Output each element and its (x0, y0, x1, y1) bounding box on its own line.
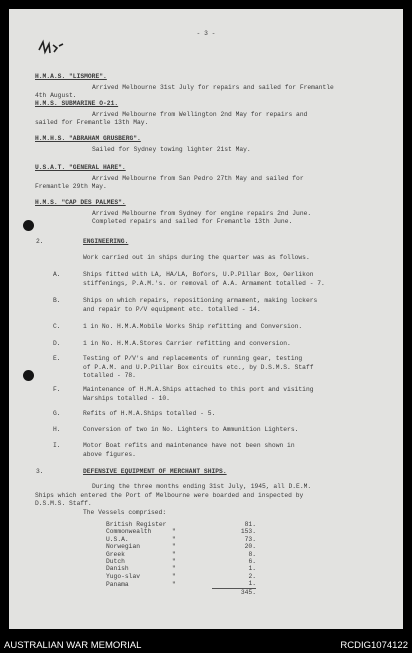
ship-text: Arrived Melbourne 31st July for repairs and sailed for Fremantle (92, 83, 334, 91)
table-row: Commonwealth " 153. (106, 528, 256, 536)
total-row (106, 588, 256, 596)
vessels-total: 345. (212, 588, 256, 596)
item-letter: G. (53, 410, 61, 417)
item-text: Conversion of two in No. Lighters to Ammunition Lighters. (83, 426, 299, 433)
table-row: Yugo-slav " 2. (106, 572, 256, 580)
item-text: 1 in No. H.M.A.Stores Carrier refitting and conversion. (83, 340, 291, 347)
ship-cap-des-palmes (35, 199, 395, 227)
item-letter: A. (53, 271, 61, 278)
ship-text: Fremantle 29th May. (35, 183, 107, 191)
punch-hole (23, 220, 34, 231)
item-letter: H. (53, 426, 61, 433)
table-row: Greek " 8. (106, 550, 256, 558)
ship-submarine (35, 100, 395, 128)
section-number: 3. (36, 468, 44, 475)
handwritten-mark (35, 36, 67, 58)
document-page (9, 9, 403, 629)
section-title: DEFENSIVE EQUIPMENT OF MERCHANT SHIPS. (83, 468, 227, 475)
section-intro: Work carried out in ships during the quarter was as follows. (83, 254, 310, 261)
ship-text: Arrived Melbourne from San Pedro 27th May and sailed for (92, 174, 304, 182)
table-row: U.S.A. " 73. (106, 535, 256, 543)
ship-name: H.M.H.S. "ABRAHAM GRUSBERG". (35, 135, 141, 142)
ship-name: U.S.A.T. "GENERAL HARE". (35, 164, 126, 171)
footer-left: AUSTRALIAN WAR MEMORIAL (4, 640, 142, 651)
table-row: Dutch " 6. (106, 558, 256, 566)
ship-text: 4th August. (35, 92, 77, 100)
ship-name: H.M.A.S. "LISMORE". (35, 73, 107, 80)
ship-text: Arrived Melbourne from Wellington 2nd May for repairs and (92, 110, 308, 118)
table-row: Panama " 1. (106, 580, 256, 588)
item-letter: C. (53, 323, 61, 330)
item-text: 1 in No. H.M.A.Mobile Works Ship refitting and Conversion. (83, 323, 303, 330)
ship-general-hare (35, 164, 395, 192)
page-number: - 3 - (196, 30, 216, 37)
ship-text: Completed repairs and sailed for Fremantle 13th June. (92, 218, 293, 226)
item-letter: B. (53, 297, 61, 304)
table-row: Norwegian " 20. (106, 543, 256, 551)
ship-grusberg (35, 135, 395, 154)
item-letter: F. (53, 386, 61, 393)
item-text: Testing of P/V's and replacements of running gear, testing of P.A.M. and U.P.Pillar Box circuits etc., by D.S.M.S. Staff totalled - 78. (83, 355, 314, 380)
item-text: Ships fitted with LA, HA/LA, Bofors, U.P.Pillar Box, Oerlikon stiffenings, P.A.M.'s. or removal of A.A. Armament totalled - 7. (83, 271, 325, 287)
vessels-table (106, 521, 256, 596)
item-letter: E. (53, 355, 61, 362)
item-text: Ships on which repairs, repositioning armament, making lockers and repair to P/V equipment etc. totalled - 14. (83, 297, 318, 313)
item-text: Motor Boat refits and maintenance have not been shown in above figures. (83, 442, 295, 458)
ship-lismore (35, 73, 395, 101)
ship-name: H.M.S. SUBMARINE O-21. (35, 100, 119, 107)
ship-text: Arrived Melbourne from Sydney for engine repairs 2nd June. (92, 209, 312, 217)
vessels-heading: The Vessels comprised: (83, 509, 167, 516)
item-letter: I. (53, 442, 61, 449)
table-row: British Register 81. (106, 521, 256, 528)
ship-name: H.M.S. "CAP DES PALMES". (35, 199, 126, 206)
section-paragraph: During the three months ending 31st July, 1945, all D.E.M. Ships which entered the Port of Melbourne were boarded and inspected by D.S.M.S. Staff. (35, 483, 312, 508)
item-letter: D. (53, 340, 61, 347)
footer-right: RCDIG1074122 (340, 640, 408, 651)
archive-footer (0, 629, 412, 653)
section-number: 2. (36, 238, 44, 245)
ship-text: sailed for Fremantle 13th May. (35, 119, 149, 127)
section-title: ENGINEERING. (83, 238, 129, 245)
item-text: Refits of H.M.A.Ships totalled - 5. (83, 410, 216, 417)
table-row: Danish " 1. (106, 565, 256, 573)
item-text: Maintenance of H.M.A.Ships attached to this port and visiting Warships totalled - 10. (83, 386, 314, 402)
punch-hole (23, 370, 34, 381)
ship-text: Sailed for Sydney towing lighter 21st May. (92, 145, 251, 153)
